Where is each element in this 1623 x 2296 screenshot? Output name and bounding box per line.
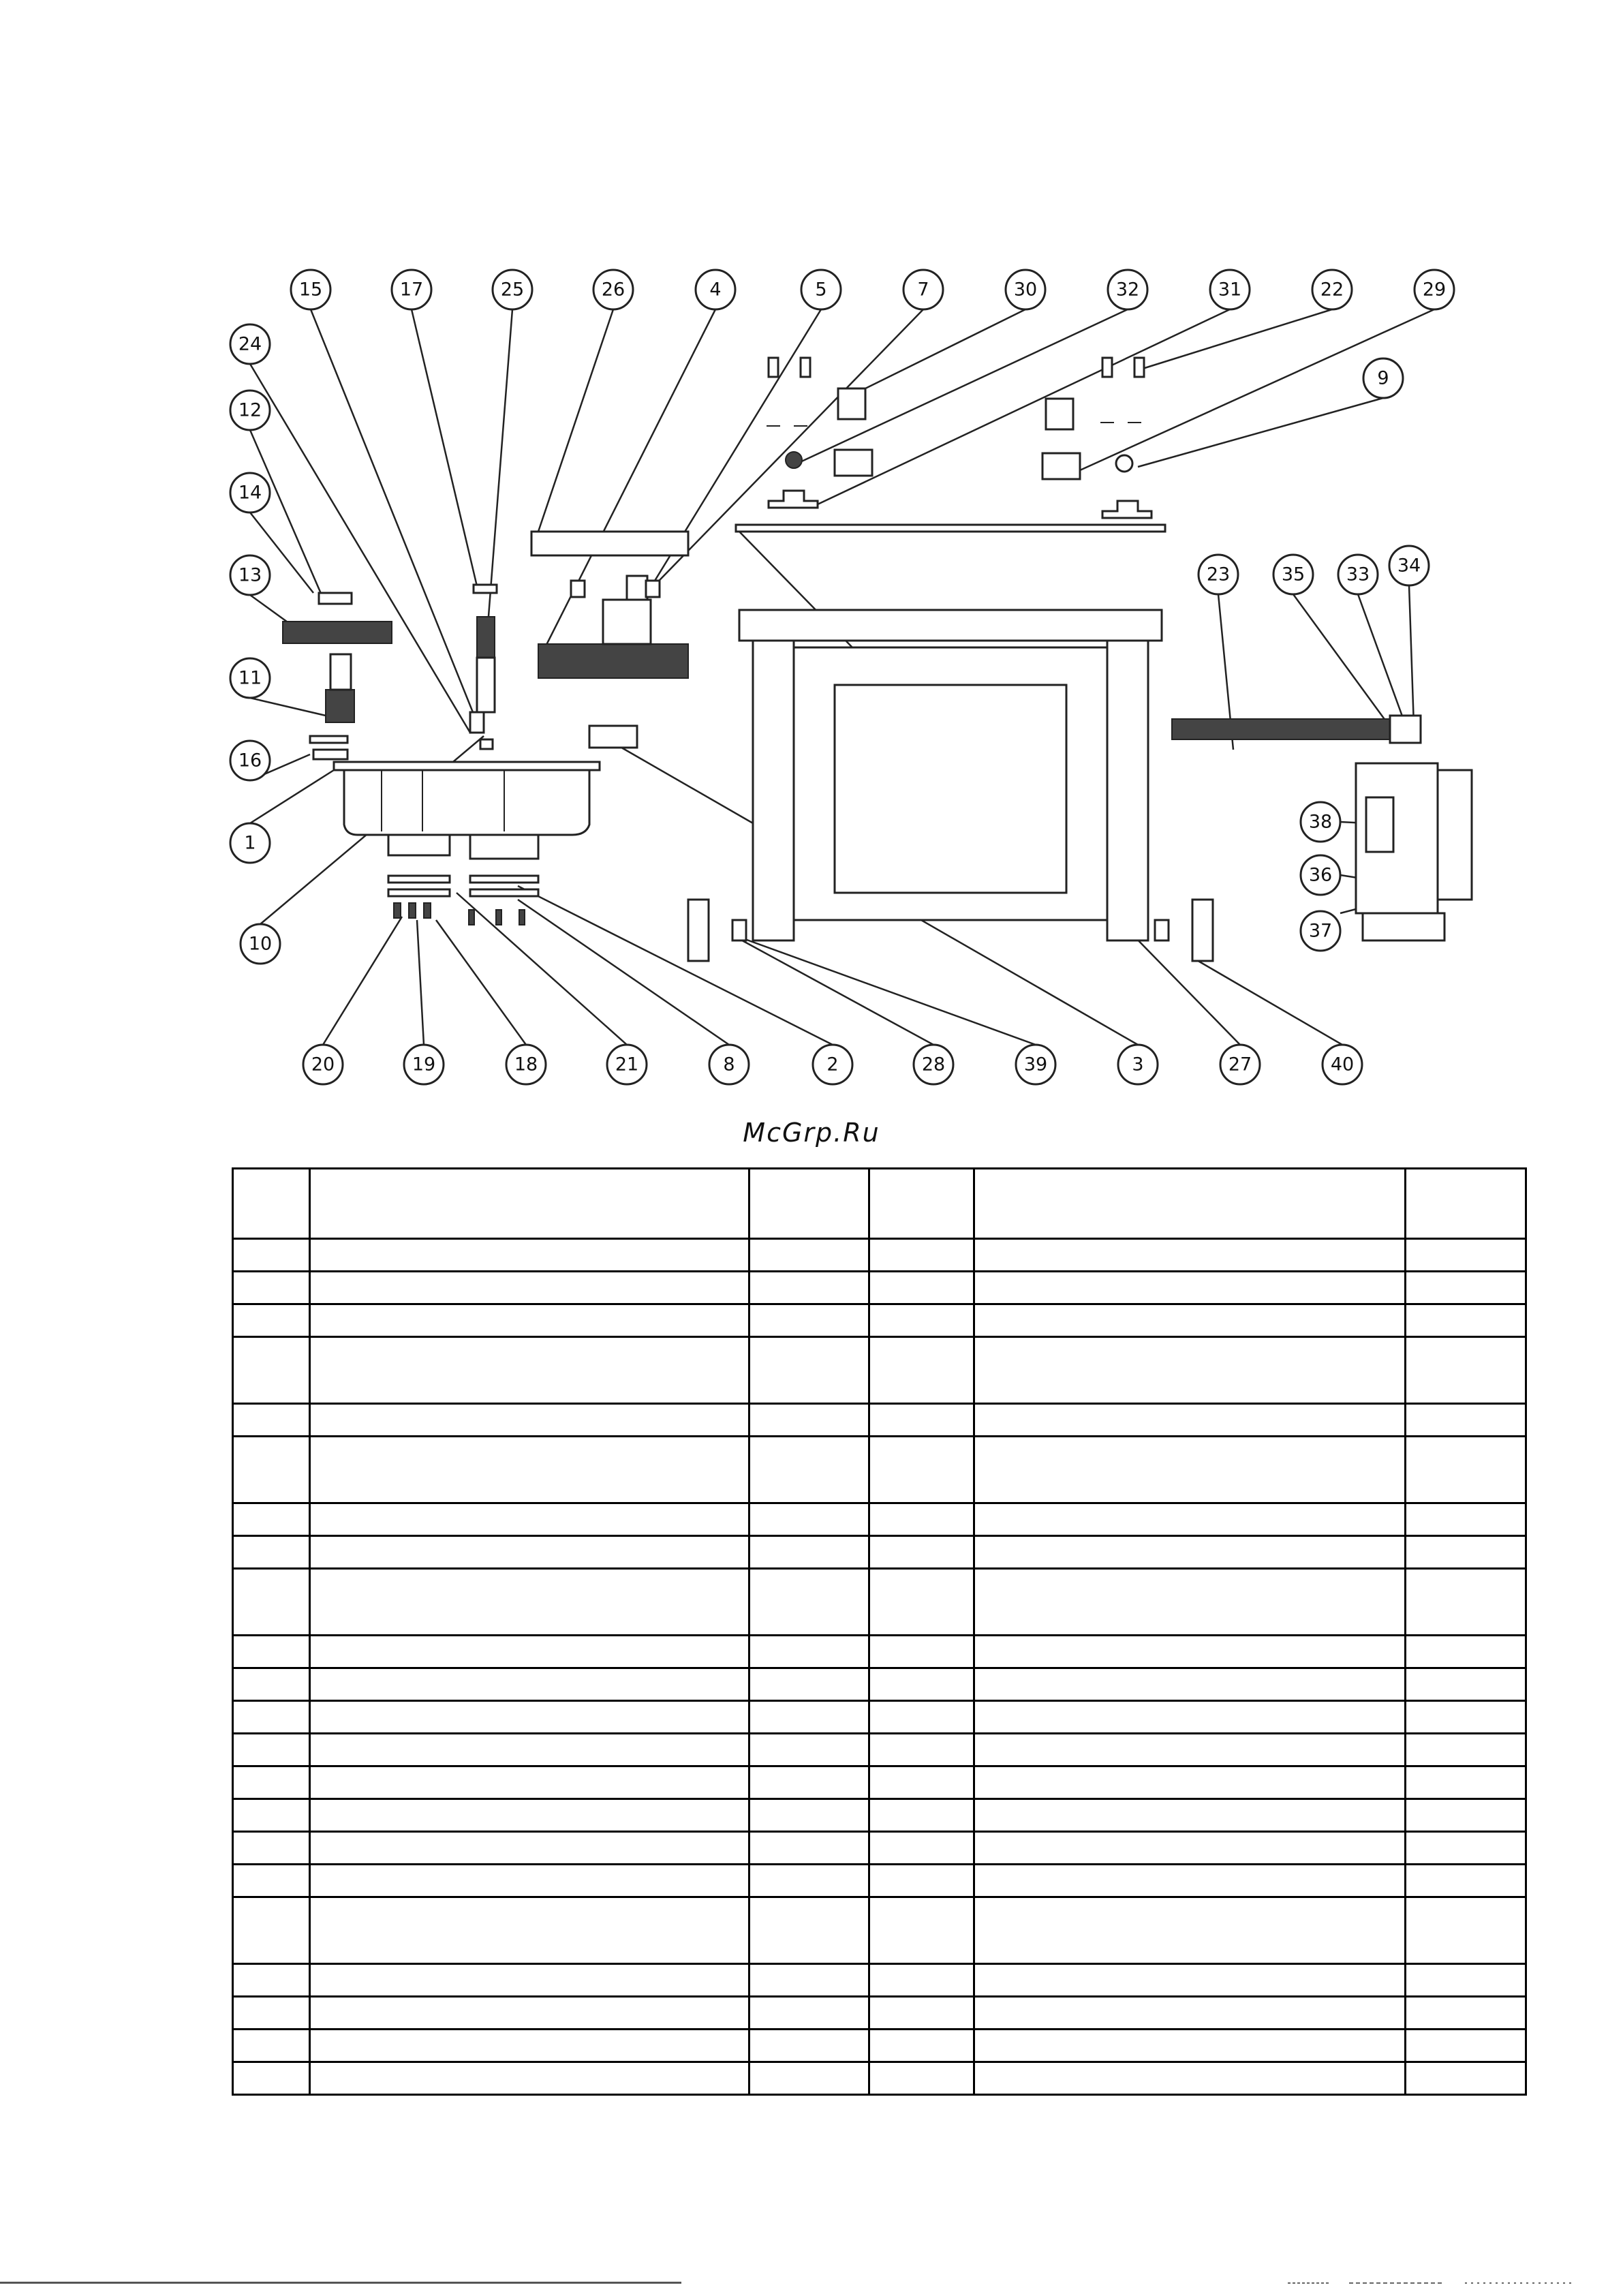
table-cell: [974, 2030, 1405, 2062]
table-cell: [1405, 1997, 1526, 2030]
table-cell: [974, 1964, 1405, 1997]
table-cell: [233, 1997, 310, 2030]
table-cell: [974, 2062, 1405, 2095]
table-cell: [1405, 2062, 1526, 2095]
callout-33: [1338, 555, 1378, 594]
table-row: [233, 1701, 1526, 1734]
table-cell: [309, 1701, 749, 1734]
callout-16: [230, 741, 270, 780]
callout-label: 30: [1013, 279, 1038, 301]
callout-13: [230, 555, 270, 595]
table-cell: [1405, 1897, 1526, 1964]
callout-label: 34: [1397, 555, 1421, 577]
table-cell: [309, 1503, 749, 1536]
table-cell: [309, 2030, 749, 2062]
table-cell: [974, 1766, 1405, 1799]
callout-label: 4: [709, 279, 722, 301]
callout-21: [607, 1045, 647, 1084]
table-row: [233, 1536, 1526, 1569]
callout-22: [1312, 270, 1352, 309]
table-row: [233, 1799, 1526, 1832]
table-cell: [749, 1503, 869, 1536]
table-row: [233, 1304, 1526, 1337]
callout-19: [404, 1045, 444, 1084]
table-cell: [233, 1668, 310, 1701]
table-cell: [309, 1337, 749, 1404]
callout-label: 35: [1281, 564, 1305, 585]
table-cell: [233, 1832, 310, 1865]
callout-14: [230, 473, 270, 512]
table-header-row: [233, 1169, 1526, 1239]
table-cell: [309, 1799, 749, 1832]
callout-label: 23: [1206, 564, 1231, 585]
table-cell: [233, 1536, 310, 1569]
callout-37: [1301, 911, 1340, 951]
callout-label: 20: [311, 1054, 335, 1075]
table-cell: [749, 1636, 869, 1668]
callout-27: [1220, 1045, 1260, 1084]
callout-label: 17: [399, 279, 424, 301]
callout-24: [230, 324, 270, 364]
callout-2: [813, 1045, 852, 1084]
table-cell: [869, 1636, 974, 1668]
callout-40: [1323, 1045, 1362, 1084]
table-cell: [309, 1734, 749, 1766]
table-cell: [1405, 1503, 1526, 1536]
callout-label: 26: [601, 279, 625, 301]
callout-5: [801, 270, 841, 309]
table-cell: [1405, 1536, 1526, 1569]
callout-23: [1199, 555, 1238, 594]
callout-20: [303, 1045, 343, 1084]
table-cell: [749, 2030, 869, 2062]
table-cell: [309, 1272, 749, 1304]
callout-label: 27: [1228, 1054, 1252, 1075]
callout-label: 10: [248, 933, 273, 955]
callout-1: [230, 823, 270, 863]
table-cell: [974, 1569, 1405, 1636]
table-cell: [309, 1404, 749, 1437]
table-cell: [309, 1897, 749, 1964]
table-cell: [233, 1337, 310, 1404]
table-cell: [309, 1169, 749, 1239]
table-cell: [749, 1239, 869, 1272]
table-cell: [749, 1304, 869, 1337]
table-cell: [1405, 1799, 1526, 1832]
table-cell: [309, 1304, 749, 1337]
table-cell: [869, 1668, 974, 1701]
callout-label: 24: [238, 333, 262, 355]
table-cell: [869, 2030, 974, 2062]
table-cell: [974, 1636, 1405, 1668]
callout-15: [291, 270, 330, 309]
table-cell: [233, 1404, 310, 1437]
callout-label: 9: [1377, 367, 1389, 389]
table-cell: [309, 1964, 749, 1997]
table-cell: [974, 1304, 1405, 1337]
table-cell: [233, 1766, 310, 1799]
table-cell: [869, 1799, 974, 1832]
table-cell: [1405, 1964, 1526, 1997]
table-cell: [309, 1536, 749, 1569]
table-cell: [869, 2062, 974, 2095]
callout-label: 13: [238, 564, 262, 586]
footer-marks: [1288, 2276, 1608, 2290]
table-cell: [869, 1169, 974, 1239]
table-cell: [1405, 1272, 1526, 1304]
table-row: [233, 1404, 1526, 1437]
callout-label: 33: [1346, 564, 1370, 585]
table-cell: [309, 1437, 749, 1503]
callout-label: 19: [412, 1054, 436, 1075]
table-row: [233, 1897, 1526, 1964]
table-row: [233, 1239, 1526, 1272]
table-cell: [749, 1437, 869, 1503]
table-cell: [869, 1404, 974, 1437]
callout-label: 21: [615, 1054, 639, 1075]
callout-label: 5: [815, 279, 827, 301]
gearbox-housing: [334, 762, 600, 859]
table-cell: [1405, 1865, 1526, 1897]
table-cell: [974, 1997, 1405, 2030]
table-cell: [869, 1536, 974, 1569]
parts-list-table: [232, 1167, 1527, 2096]
table-cell: [233, 1734, 310, 1766]
table-row: [233, 1569, 1526, 1636]
table-cell: [1405, 1337, 1526, 1404]
callout-36: [1301, 855, 1340, 895]
table-cell: [1405, 1636, 1526, 1668]
table-row: [233, 1766, 1526, 1799]
table-cell: [1405, 1239, 1526, 1272]
table-cell: [869, 1766, 974, 1799]
callout-label: 14: [238, 482, 262, 504]
table-cell: [233, 1569, 310, 1636]
callout-39: [1016, 1045, 1055, 1084]
table-row: [233, 2062, 1526, 2095]
callout-9: [1363, 358, 1403, 398]
callout-17: [392, 270, 431, 309]
table-cell: [869, 1897, 974, 1964]
callout-label: 29: [1422, 279, 1447, 301]
table-cell: [1405, 1304, 1526, 1337]
table-cell: [974, 1734, 1405, 1766]
bottom-plates: [388, 876, 538, 925]
table-cell: [309, 1832, 749, 1865]
top-fasteners-left: [736, 358, 1165, 532]
exploded-parts-diagram: [0, 0, 1623, 1118]
table-cell: [749, 1169, 869, 1239]
callout-label: 11: [238, 667, 262, 689]
table-cell: [869, 1503, 974, 1536]
table-cell: [749, 1734, 869, 1766]
table-row: [233, 1668, 1526, 1701]
table-cell: [974, 1832, 1405, 1865]
table-cell: [233, 1897, 310, 1964]
callout-label: 7: [917, 279, 929, 301]
table-cell: [749, 2062, 869, 2095]
table-cell: [309, 1668, 749, 1701]
table-cell: [749, 1997, 869, 2030]
callout-label: 12: [238, 399, 262, 421]
table-cell: [1405, 1569, 1526, 1636]
table-cell: [1405, 1404, 1526, 1437]
table-cell: [233, 1272, 310, 1304]
callout-12: [230, 391, 270, 430]
callout-label: 28: [921, 1054, 946, 1075]
callout-18: [506, 1045, 546, 1084]
watermark-text: McGrp.Ru: [743, 1118, 880, 1148]
table-cell: [309, 1766, 749, 1799]
callout-35: [1273, 555, 1313, 594]
callout-38: [1301, 802, 1340, 842]
table-row: [233, 1964, 1526, 1997]
table-cell: [749, 1701, 869, 1734]
table-cell: [974, 1897, 1405, 1964]
table-cell: [974, 1799, 1405, 1832]
table-row: [233, 1734, 1526, 1766]
table-cell: [749, 1272, 869, 1304]
frame-stand: [688, 610, 1213, 961]
table-cell: [869, 1569, 974, 1636]
callout-label: 16: [238, 750, 262, 771]
table-cell: [974, 1239, 1405, 1272]
callout-3: [1118, 1045, 1158, 1084]
callout-10: [241, 924, 280, 964]
table-cell: [869, 1865, 974, 1897]
table-cell: [974, 1865, 1405, 1897]
parts-table-body: [233, 1169, 1526, 2095]
table-cell: [749, 1799, 869, 1832]
table-row: [233, 1997, 1526, 2030]
table-cell: [233, 1169, 310, 1239]
table-cell: [233, 1701, 310, 1734]
table-cell: [974, 1668, 1405, 1701]
table-cell: [233, 1437, 310, 1503]
table-row: [233, 1832, 1526, 1865]
callout-26: [593, 270, 633, 309]
table-cell: [749, 1569, 869, 1636]
table-cell: [309, 1569, 749, 1636]
table-cell: [869, 1437, 974, 1503]
table-cell: [974, 1536, 1405, 1569]
table-row: [233, 1437, 1526, 1503]
table-cell: [233, 2062, 310, 2095]
callout-label: 15: [298, 279, 323, 301]
table-row: [233, 1503, 1526, 1536]
callout-label: 22: [1320, 279, 1344, 301]
table-row: [233, 1636, 1526, 1668]
callout-label: 38: [1308, 811, 1333, 833]
table-cell: [749, 1766, 869, 1799]
callout-31: [1210, 270, 1250, 309]
callout-label: 37: [1308, 920, 1333, 942]
table-cell: [869, 1832, 974, 1865]
callout-label: 3: [1132, 1054, 1144, 1075]
callout-4: [696, 270, 735, 309]
table-cell: [233, 1503, 310, 1536]
callout-29: [1415, 270, 1454, 309]
callout-label: 39: [1023, 1054, 1048, 1075]
callout-8: [709, 1045, 749, 1084]
callout-34: [1389, 546, 1429, 585]
table-row: [233, 2030, 1526, 2062]
callout-label: 32: [1115, 279, 1140, 301]
table-cell: [974, 1503, 1405, 1536]
table-cell: [233, 1865, 310, 1897]
table-row: [233, 1337, 1526, 1404]
pinion-shaft: [470, 585, 497, 749]
table-cell: [309, 1997, 749, 2030]
table-cell: [1405, 2030, 1526, 2062]
table-cell: [233, 1799, 310, 1832]
table-cell: [1405, 1766, 1526, 1799]
table-cell: [309, 1636, 749, 1668]
callout-label: 25: [500, 279, 525, 301]
table-cell: [974, 1437, 1405, 1503]
table-cell: [974, 1337, 1405, 1404]
table-cell: [869, 1964, 974, 1997]
table-row: [233, 1272, 1526, 1304]
callout-label: 1: [244, 832, 256, 854]
callout-label: 2: [826, 1054, 839, 1075]
table-cell: [749, 1964, 869, 1997]
table-cell: [749, 1337, 869, 1404]
table-row: [233, 1865, 1526, 1897]
callout-11: [230, 658, 270, 698]
callout-32: [1108, 270, 1147, 309]
callout-label: 40: [1330, 1054, 1355, 1075]
callout-label: 8: [723, 1054, 735, 1075]
table-cell: [749, 1865, 869, 1897]
callout-label: 18: [514, 1054, 538, 1075]
table-cell: [869, 1337, 974, 1404]
table-cell: [1405, 1832, 1526, 1865]
table-cell: [749, 1668, 869, 1701]
gear-13: [283, 593, 392, 759]
table-cell: [974, 1404, 1405, 1437]
table-cell: [749, 1536, 869, 1569]
table-cell: [749, 1832, 869, 1865]
table-cell: [869, 1272, 974, 1304]
callout-7: [903, 270, 943, 309]
table-cell: [1405, 1437, 1526, 1503]
table-cell: [309, 1865, 749, 1897]
table-cell: [869, 1239, 974, 1272]
callout-label: 31: [1218, 279, 1242, 301]
table-cell: [233, 1239, 310, 1272]
table-cell: [1405, 1169, 1526, 1239]
table-cell: [1405, 1734, 1526, 1766]
table-cell: [233, 1304, 310, 1337]
table-cell: [974, 1272, 1405, 1304]
top-fasteners-right: [1042, 358, 1151, 518]
table-cell: [309, 1239, 749, 1272]
footer-rule: [0, 2282, 681, 2284]
table-cell: [1405, 1701, 1526, 1734]
table-cell: [974, 1701, 1405, 1734]
callout-label: 36: [1308, 864, 1333, 886]
callout-28: [914, 1045, 953, 1084]
table-cell: [233, 2030, 310, 2062]
callout-30: [1006, 270, 1045, 309]
table-cell: [749, 1404, 869, 1437]
table-cell: [869, 1304, 974, 1337]
table-cell: [869, 1701, 974, 1734]
callout-25: [493, 270, 532, 309]
table-cell: [233, 1636, 310, 1668]
table-cell: [749, 1897, 869, 1964]
table-cell: [1405, 1668, 1526, 1701]
table-cell: [309, 2062, 749, 2095]
table-cell: [233, 1964, 310, 1997]
table-cell: [869, 1734, 974, 1766]
table-cell: [974, 1169, 1405, 1239]
table-cell: [869, 1997, 974, 2030]
